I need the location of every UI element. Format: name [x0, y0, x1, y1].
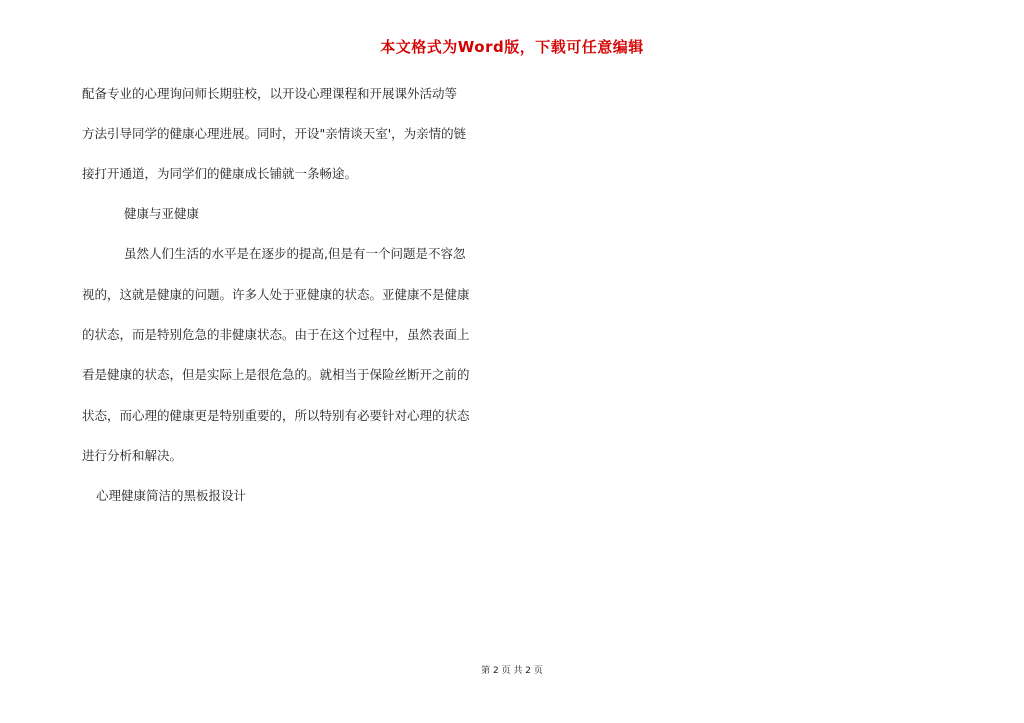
page-number-footer: 第 2 页 共 2 页	[481, 666, 543, 676]
body-text-line: 看是健康的状态，但是实际上是很危急的。就相当于保险丝断开之前的	[82, 367, 470, 382]
body-text-line: 进行分析和解决。	[82, 448, 183, 463]
section-heading: 健康与亚健康	[124, 206, 200, 221]
section-heading: 心理健康简洁的黑板报设计	[96, 488, 247, 503]
body-text-line: 状态，而心理的健康更是特别重要的，所以特别有必要针对心理的状态	[82, 408, 470, 423]
body-text-line: 方法引导同学的健康心理进展。同时，开设"亲情谈天室'，为亲情的链	[82, 126, 467, 141]
body-text-line: 视的，这就是健康的问题。许多人处于亚健康的状态。亚健康不是健康	[82, 287, 470, 302]
body-text-line: 虽然人们生活的水平是在逐步的提高,但是有一个问题是不容忽	[124, 246, 466, 261]
body-text-line: 的状态，而是特别危急的非健康状态。由于在这个过程中，虽然表面上	[82, 327, 470, 342]
download-notice-banner: 本文格式为Word版，下载可任意编辑	[380, 38, 644, 56]
body-text-line: 接打开通道，为同学们的健康成长铺就一条畅途。	[82, 166, 358, 181]
body-text-line: 配备专业的心理询问师长期驻校，以开设心理课程和开展课外活动等	[82, 86, 458, 101]
